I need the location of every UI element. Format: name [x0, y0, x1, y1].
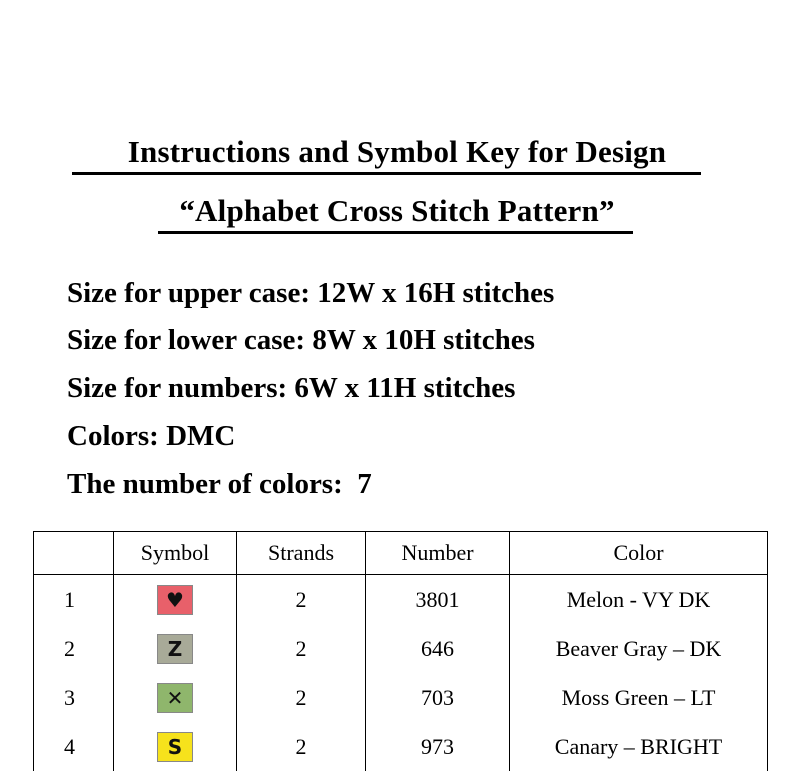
title-line-1: Instructions and Symbol Key for Design	[127, 134, 667, 169]
symbol-cell	[114, 673, 237, 722]
title-underline-2	[158, 231, 633, 234]
info-upper-case-size: Size for upper case: 12W x 16H stitches	[67, 277, 555, 309]
header-strands: Strands	[237, 532, 366, 575]
info-numbers-size: Size for numbers: 6W x 11H stitches	[67, 372, 516, 404]
row-index: 1	[34, 575, 114, 625]
table-row	[34, 575, 768, 625]
table-row	[34, 624, 768, 673]
strands-cell: 2	[237, 722, 366, 771]
header-number: Number	[366, 532, 510, 575]
letter-s-icon: S	[157, 732, 193, 762]
heart-icon: ♥	[157, 585, 193, 615]
info-colors-brand: Colors: DMC	[67, 420, 236, 452]
symbol-cell	[114, 575, 237, 625]
symbol-cell	[114, 722, 237, 771]
number-cell: 3801	[366, 575, 510, 625]
number-cell: 646	[366, 624, 510, 673]
cross-icon: ✕	[157, 683, 193, 713]
header-index	[34, 532, 114, 575]
row-index: 2	[34, 624, 114, 673]
strands-cell: 2	[237, 624, 366, 673]
row-index: 4	[34, 722, 114, 771]
strands-cell: 2	[237, 575, 366, 625]
table-row	[34, 673, 768, 722]
header-color: Color	[510, 532, 768, 575]
color-cell: Moss Green – LT	[510, 673, 768, 722]
symbol-cell	[114, 624, 237, 673]
number-cell: 703	[366, 673, 510, 722]
letter-z-icon: Z	[157, 634, 193, 664]
info-lower-case-size: Size for lower case: 8W x 10H stitches	[67, 324, 535, 356]
table-header-row	[34, 532, 768, 575]
header-symbol: Symbol	[114, 532, 237, 575]
color-cell: Canary – BRIGHT	[510, 722, 768, 771]
color-cell: Beaver Gray – DK	[510, 624, 768, 673]
info-color-count: The number of colors: 7	[67, 468, 372, 500]
title-underline-1	[72, 172, 701, 175]
number-cell: 973	[366, 722, 510, 771]
strands-cell: 2	[237, 673, 366, 722]
title-line-2: “Alphabet Cross Stitch Pattern”	[179, 193, 615, 228]
table-row	[34, 722, 768, 771]
color-cell: Melon - VY DK	[510, 575, 768, 625]
row-index: 3	[34, 673, 114, 722]
symbol-key-table	[33, 531, 768, 771]
